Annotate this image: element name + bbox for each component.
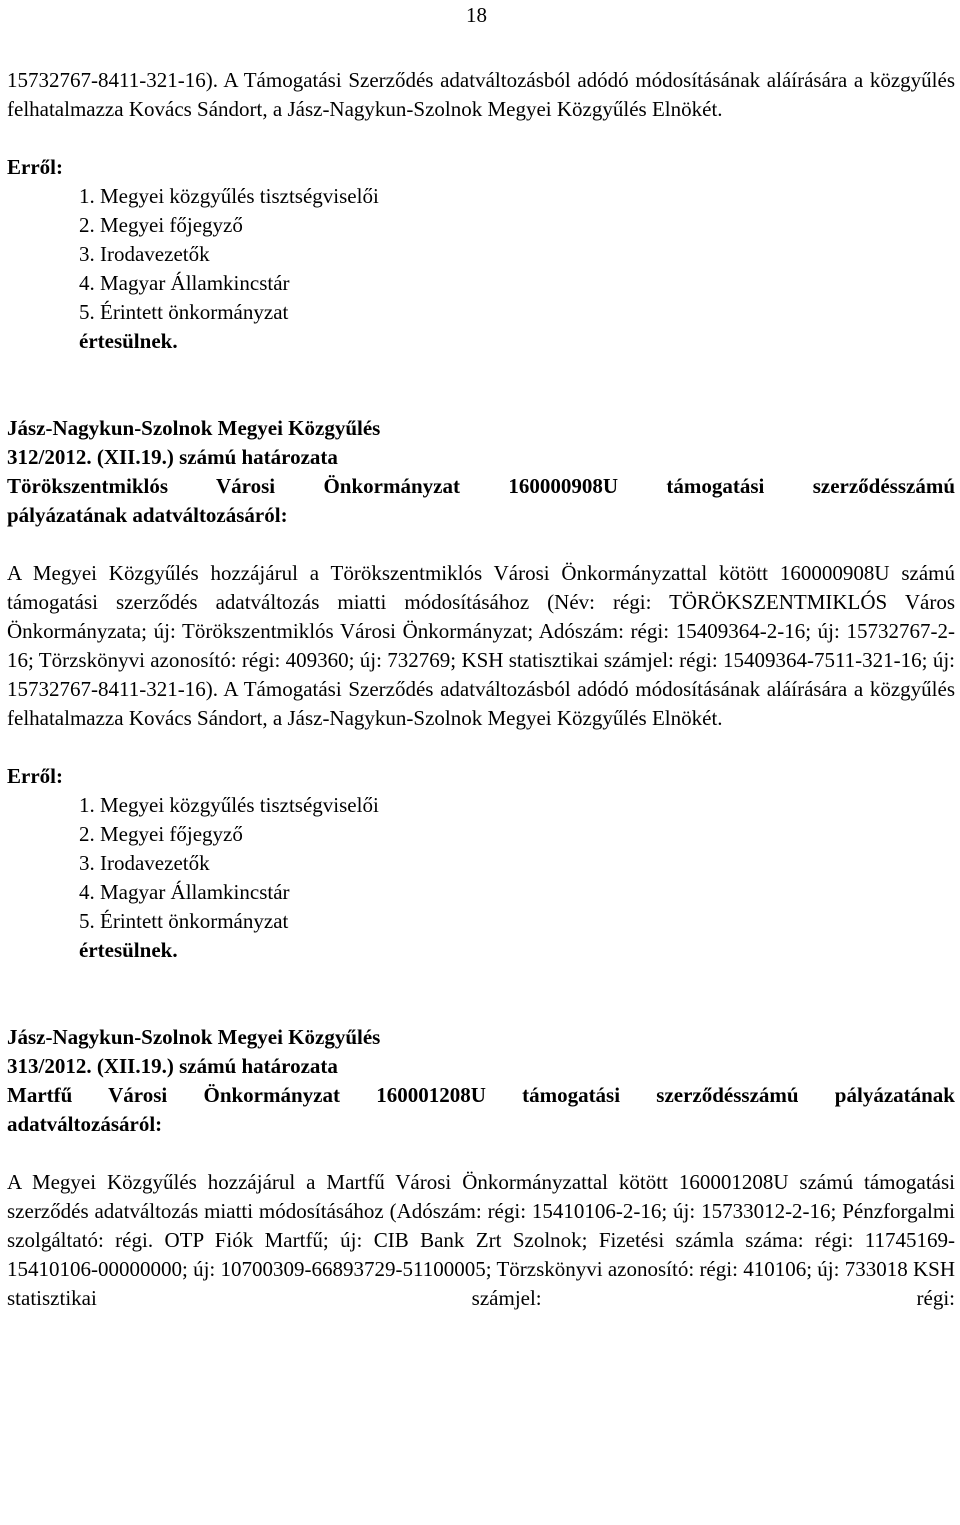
recipients-footer: értesülnek. [79,329,178,353]
top-paragraph: 15732767-8411-321-16). A Támogatási Szerződés adatváltozásból adódó módosításának aláírására a közgyűlés felhatalmazza Kovács Sándort, a Jász-Nagykun-Szolnok Megyei Közgyűlés Elnökét. [7,68,955,121]
resolution-312 [7,414,955,965]
list-item: 5. Érintett önkormányzat [79,300,289,324]
resolution-subject: Martfű Városi Önkormányzat 160001208U támogatási szerződésszámú pályázatának [7,1083,955,1107]
resolution-number: 312/2012. (XII.19.) számú határozata [7,445,338,469]
list-item: 2. Megyei főjegyző [79,213,243,237]
resolution-issuer: Jász-Nagykun-Szolnok Megyei Közgyűlés [7,416,381,440]
resolution-subject-cont: pályázatának adatváltozásáról: [7,503,288,527]
document-body [7,66,955,1313]
list-item: 3. Irodavezetők [79,851,210,875]
list-item: 4. Magyar Államkincstár [79,271,290,295]
recipient-list [7,182,955,327]
recipient-list [7,791,955,936]
list-item: 2. Megyei főjegyző [79,822,243,846]
recipients-heading: Erről: [7,764,63,788]
recipients-footer: értesülnek. [79,938,178,962]
resolution-subject-cont: adatváltozásáról: [7,1112,163,1136]
resolution-313 [7,1023,955,1313]
resolution-number: 313/2012. (XII.19.) számú határozata [7,1054,338,1078]
resolution-body: A Megyei Közgyűlés hozzájárul a Martfű Városi Önkormányzattal kötött 160001208U számú támogatási szerződés adatváltozás miatti módosításához (Adószám: régi: 15410106-2-16; új: 15733012-2-16; Pénzforgalmi szolgáltató: régi. OTP Fiók Martfű; új: CIB Bank Zrt Szolnok; Fizetési számla száma: régi: 11745169-15410106-00000000; új: 10700309-66893729-51100005; Törzskönyvi azonosító: régi: 410106; új: 733018 KSH statisztikai számjel: régi: [7,1170,955,1310]
list-item: 1. Megyei közgyűlés tisztségviselői [79,184,379,208]
list-item: 3. Irodavezetők [79,242,210,266]
list-item: 1. Megyei közgyűlés tisztségviselői [79,793,379,817]
resolution-body: A Megyei Közgyűlés hozzájárul a Törökszentmiklós Városi Önkormányzattal kötött 160000908U számú támogatási szerződés adatváltozás miatti módosításához (Név: régi: TÖRÖKSZENTMIKLÓS Város Önkormányzata; új: Törökszentmiklós Városi Önkormányzat; Adószám: régi: 15409364-2-16; új: 15732767-2-16; Törzskönyvi azonosító: régi: 409360; új: 732769; KSH statisztikai számjel: régi: 15409364-7511-321-16; új: 15732767-8411-321-16). A Támogatási Szerződés adatváltozásból adódó módosításának aláírására a közgyűlés felhatalmazza Kovács Sándort, a Jász-Nagykun-Szolnok Megyei Közgyűlés Elnökét. [7,561,955,730]
top-recipients [7,153,955,356]
list-item: 4. Magyar Államkincstár [79,880,290,904]
resolution-issuer: Jász-Nagykun-Szolnok Megyei Közgyűlés [7,1025,381,1049]
page-number: 18 [466,3,487,27]
list-item: 5. Érintett önkormányzat [79,909,289,933]
resolution-subject: Törökszentmiklós Városi Önkormányzat 160000908U támogatási szerződésszámú [7,474,955,498]
recipients-heading: Erről: [7,155,63,179]
